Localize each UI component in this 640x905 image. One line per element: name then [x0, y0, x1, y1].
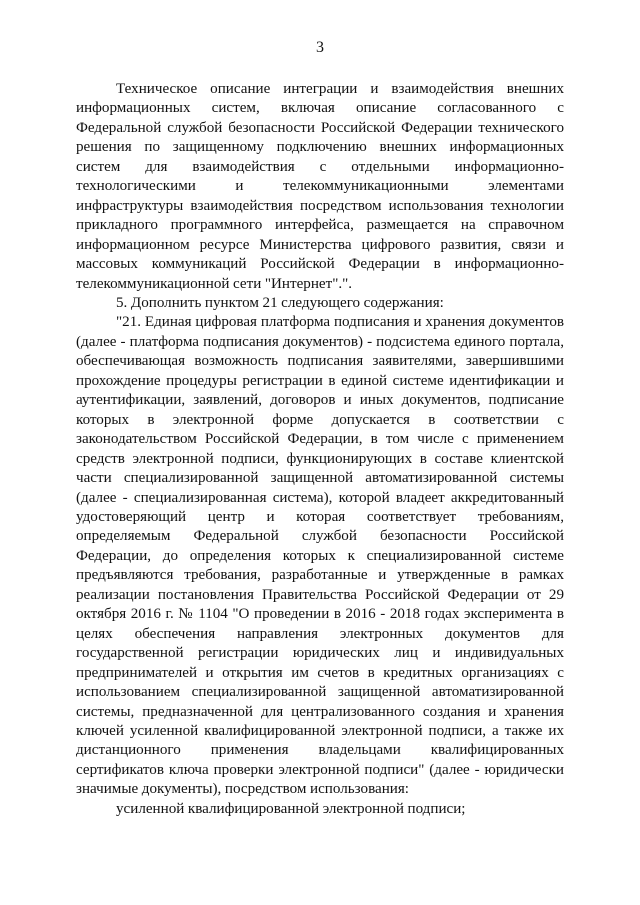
page-number: 3 — [316, 39, 324, 56]
paragraph-signature-item: усиленной квалифицированной электронной подписи; — [116, 800, 466, 817]
document-body — [76, 80, 564, 819]
paragraph-technical-description: Техническое описание интеграции и взаимодействия внешних информационных систем, включая описание согласованного с Федеральной службой безопасности Российской Федерации технического решения по защищенному подключению внешних информационных систем для взаимодействия с отдельными информационно-технологическими и телекоммуникационными элементами инфраструктуры взаимодействия посредством использования технологии прикладного программного интерфейса, размещается на справочном информационном ресурсе Министерства цифрового развития, связи и массовых коммуникаций Российской Федерации в информационно-телекоммуникационной сети "Интернет".". — [76, 81, 564, 292]
paragraph-item-5: 5. Дополнить пунктом 21 следующего содержания: — [116, 294, 444, 311]
paragraph-item-21: "21. Единая цифровая платформа подписания и хранения документов (далее - платформа подписания документов) - подсистема единого портала, обеспечивающая возможность подписания заявителями, завершившими прохождение процедуры регистрации в единой системе идентификации и аутентификации, заявлений, договоров и иных документов, подписание которых в электронной форме допускается в соответствии с законодательством Российской Федерации, в том числе с применением средств электронной подписи, функционирующих в составе клиентской части специализированной защищенной автоматизированной системы (далее - специализированная система), которой владеет аккредитованный удостоверяющий центр и которая соответствует требованиям, определяемым Федеральной службой безопасности Российской Федерации, до определения которых к специализированной системе предъявляются требования, разработанные и утвержденные в рамках реализации постановления Правительства Российской Федерации от 29 октября 2016 г. № 1104 "О проведении в 2016 - 2018 годах эксперимента в целях обеспечения направления электронных документов для государственной регистрации юридических лиц и индивидуальных предпринимателей и открытия им счетов в кредитных организациях с использованием специализированной защищенной автоматизированной системы, предназначенной для централизованного создания и хранения ключей усиленной квалифицированной электронной подписи, а также их дистанционного применения владельцами квалифицированных сертификатов ключа проверки электронной подписи" (далее - юридически значимые документы), посредством использования: — [76, 314, 564, 798]
